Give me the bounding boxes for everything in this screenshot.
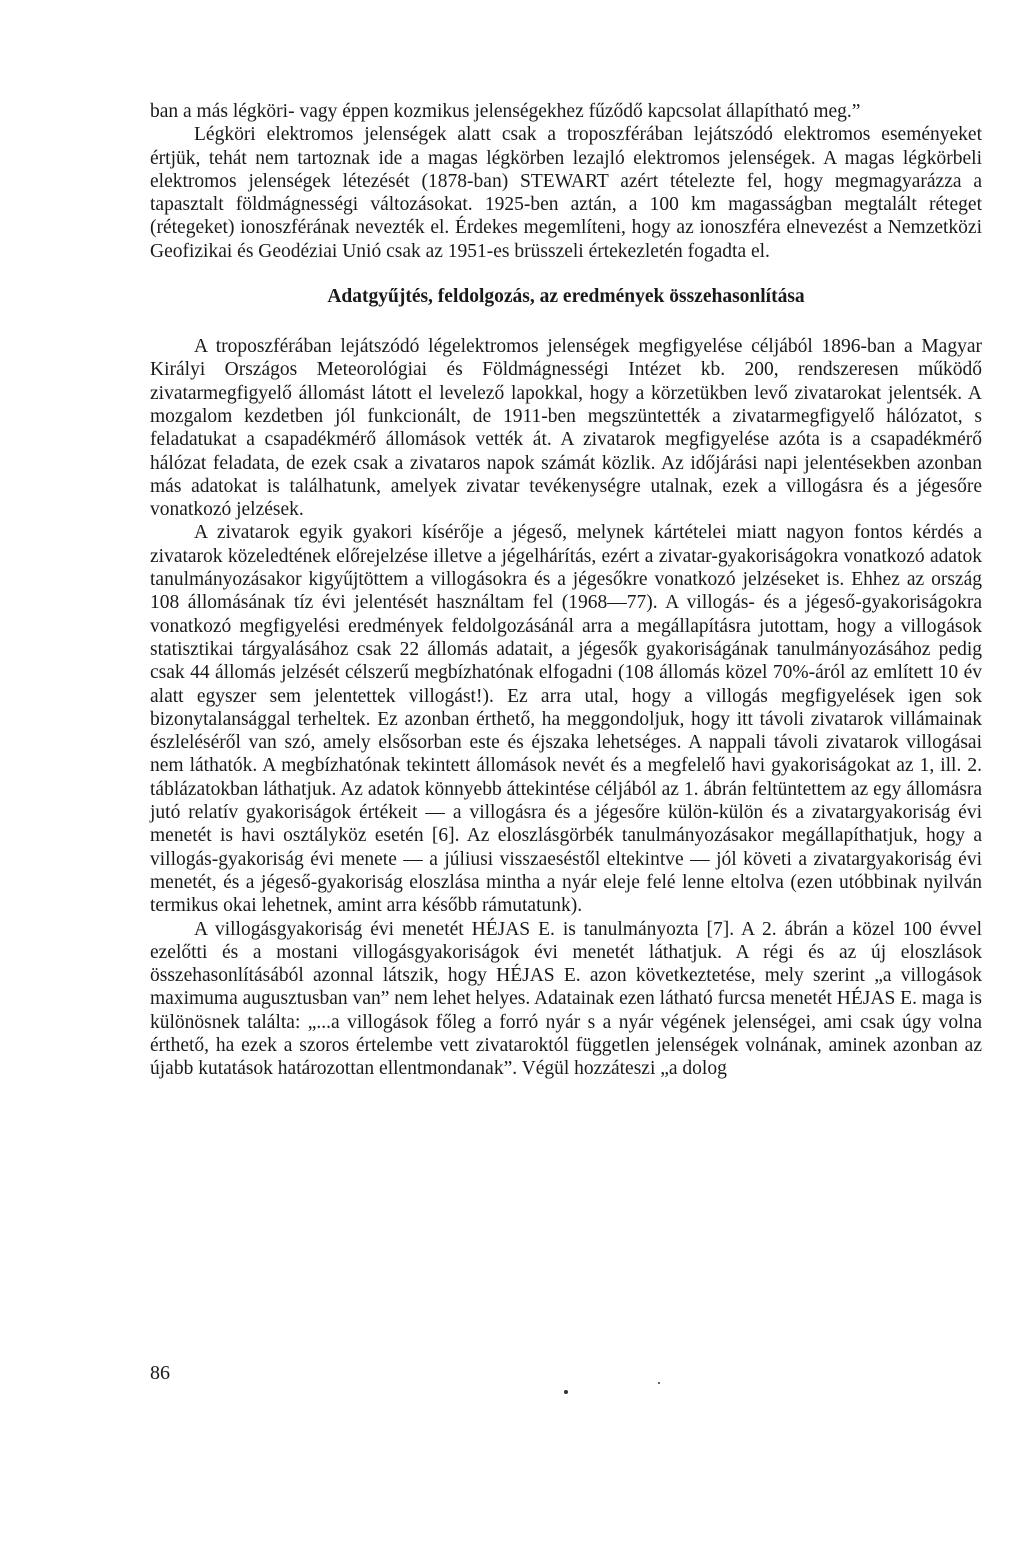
page-content <box>150 100 982 1081</box>
section-heading: Adatgyűjtés, feldolgozás, az eredmények összehasonlítása <box>327 286 805 308</box>
scan-speck <box>564 1390 568 1394</box>
scan-speck <box>658 1382 660 1384</box>
paragraph-continuation: ban a más légköri- vagy éppen kozmikus jelenségekhez fűződő kapcsolat állapítható meg.” <box>150 101 861 122</box>
paragraph-hejas-comparison: A villogásgyakoriság évi menetét HÉJAS E. is tanulmányozta [7]. A 2. ábrán a közel 100 évvel ezelőtti és a mostani villogásgyakoriságok évi menetét láthatjuk. A régi és az új eloszlások összehasonlításából azonnal látszik, hogy HÉJAS E. azon következtetése, mely szerint „a villogások maximuma augusztusban van” nem lehet helyes. Adatainak ezen látható furcsa menetét HÉJAS E. maga is különösnek találta: „...a villogások főleg a forró nyár s a nyár végének jelenségei, ami csak úgy volna érthető, ha ezek a szoros értelembe vett zivataroktól független jelenségek volnának, aminek azonban az újabb kutatások határozottan ellentmondanak”. Végül hozzáteszi „a dolog <box>150 918 982 1080</box>
page-number: 86 <box>150 1362 170 1384</box>
paragraph-hail-analysis: A zivatarok egyik gyakori kísérője a jégeső, melynek kártételei miatt nagyon fontos kérdés a zivatarok közeledtének előrejelzése illetve a jégelhárítás, ezért a zivatar-gyakoriságokra vonatkozó adatok tanulmányozásakor kigyűjtöttem a villogásokra és a jégesőkre vonatkozó jelzéseket is. Ehhez az ország 108 állomásának tíz évi jelentését használtam fel (1968—77). A villogás- és a jégeső-gyakoriságokra vonatkozó megfigyelési eredmények feldolgozásánál arra a megállapításra jutottam, hogy a villogások statisztikai tárgyalásához csak 22 állomás adatait, a jégesők gyakoriságának tanulmányozásához pedig csak 44 állomás jelzését célszerű megbízhatónak elfogadni (108 állomás közel 70%-áról az említett 10 év alatt egyszer sem jelentettek villogást!). Ez arra utal, hogy a villogás megfigyelések igen sok bizonytalansággal terheltek. Ez azonban érthető, ha meggondoljuk, hogy itt távoli zivatarok villámainak észleléséről van szó, amely elsősorban este és éjszaka lehetséges. A nappali távoli zivatarok villogásai nem láthatók. A megbízhatónak tekintett állomások nevét és a megfelelő havi gyakoriságokat az 1, ill. 2. táblázatokban láthatjuk. Az adatok könnyebb áttekintése céljából az 1. ábrán feltüntettem az egy állomásra jutó relatív gyakoriságok értékeit — a villogásra és a jégesőre külön-külön és a zivatargyakoriság évi menetét is havi osztályköz esetén [6]. Az eloszlásgörbék tanulmányozásakor megállapíthatjuk, hogy a villogás-gyakoriság évi menete — a júliusi visszaeséstől eltekintve — jól követi a zivatargyakoriság évi menetét, és a jégeső-gyakoriság eloszlása mintha a nyár eleje felé lenne eltolva (ezen utóbbinak nyilván termikus okai lehetnek, amint arra később rámutatunk). <box>150 522 982 917</box>
paragraph-atmospheric-electricity: Légköri elektromos jelenségek alatt csak a troposzférában lejátszódó elektromos eseményeket értjük, tehát nem tartoznak ide a magas légkörben lezajló elektromos jelenségek. A magas légkörbeli elektromos jelenségek létezését (1878-ban) STEWART azért tételezte fel, hogy megmagyarázza a tapasztalt földmágnességi változásokat. 1925-ben aztán, a 100 km magasságban megtalált réteget (rétegeket) ionoszférának nevezték el. Érdekes megemlíteni, hogy az ionoszféra elnevezést a Nemzetközi Geofizikai és Geodéziai Unió csak az 1951-es brüsszeli értekezletén fogadta el. <box>150 124 982 262</box>
paragraph-data-collection: A troposzférában lejátszódó légelektromos jelenségek megfigyelése céljából 1896-ban a Magyar Királyi Országos Meteorológiai és Földmágnességi Intézet kb. 200, rendszeresen működő zivatarmegfigyelő állomást látott el levelező lapokkal, hogy a körzetükben levő zivatarokat jelentsék. A mozgalom kezdetben jól funkcionált, de 1911-ben megszüntették a zivatarmegfigyelő hálózatot, s feladatukat a csapadékmérő állomások vették át. A zivatarok megfigyelése azóta is a csapadékmérő hálózat feladata, de ezek csak a zivataros napok számát közlik. Az időjárási napi jelentésekben azonban más adatokat is találhatunk, amelyek zivatar tevékenységre utalnak, ezek a villogásra és a jégesőre vonatkozó jelzések. <box>150 336 982 521</box>
